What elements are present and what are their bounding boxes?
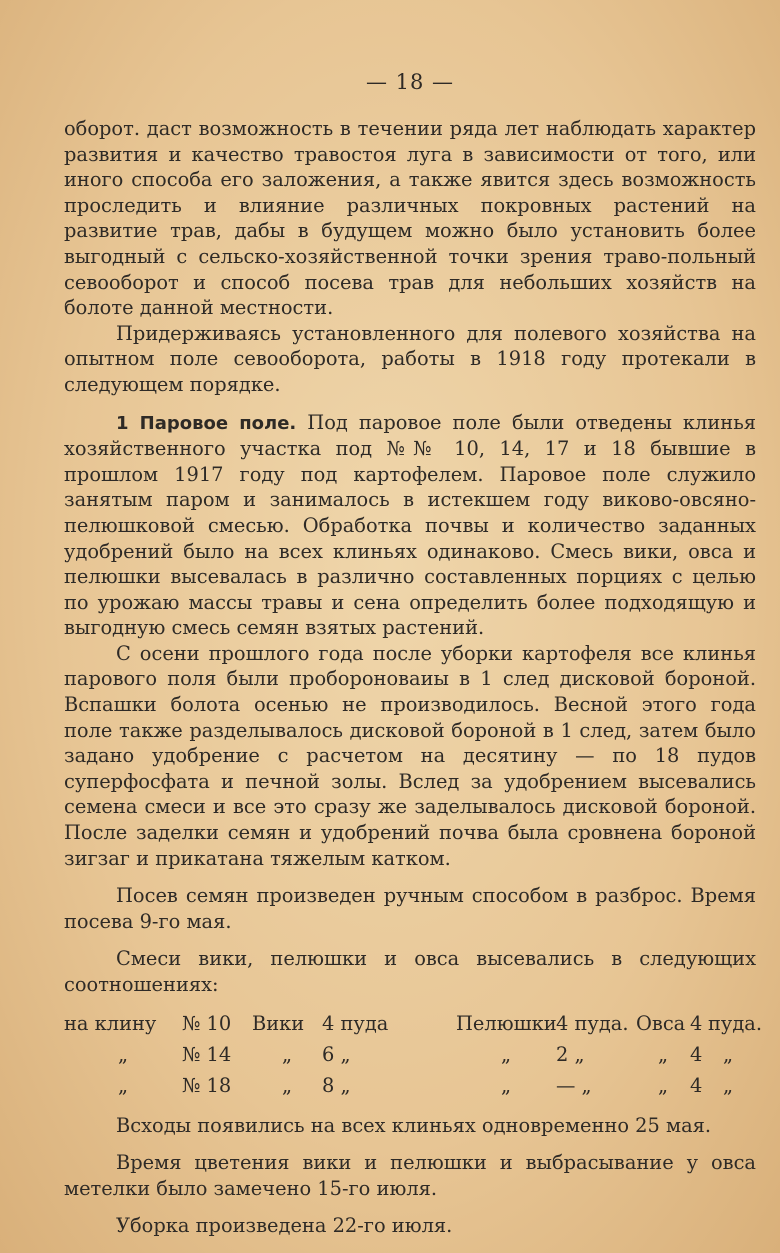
seed-ratio-table — [64, 1008, 762, 1101]
ratio-cell: „ — [117, 1073, 129, 1097]
paragraph-4: С осени прошлого года после уборки картофеля все клинья парового поля были пробороноваиы в 1 след дисковой бороной. Вспашки болота осенью не производилось. Весной этого года поле также разделывалось дисковой бороной в 1 след, затем было задано удобрение с расчетом на десятину — по 18 пудов суперфосфата и печной золы. Вслед за удобрением высевались семена смеси и все это сразу же заделывалось дисковой бороной. После заделки семян и удобрений почва была сровнена бороной зигзаг и прикатана тяжелым катком. — [64, 641, 756, 870]
ratio-cell: пуда. — [708, 1011, 762, 1035]
ratio-cell: „ — [281, 1073, 293, 1097]
ratio-cell: 4 пуда — [322, 1011, 389, 1035]
document-page — [64, 70, 762, 1239]
section-heading: 1 Паровое поле. — [116, 412, 297, 434]
paragraph-6: Смеси вики, пелюшки и овса высевались в следующих соотношениях: — [64, 947, 756, 996]
ratio-cell: 4 пуда. — [556, 1011, 629, 1035]
page-number: — 18 — — [365, 70, 455, 94]
ratio-cell: „ — [722, 1042, 734, 1066]
paragraph-2: Придерживаясь установленного для полевого хозяйства на опытном поле севооборота, работы в 1918 году протекали в следующем порядке. — [64, 321, 756, 396]
paragraph-5: Посев семян произведен ручным способом в разброс. Время посева 9-го мая. — [64, 884, 756, 933]
ratio-cell: 2 „ — [556, 1042, 585, 1066]
ratio-cell: 6 „ — [322, 1042, 351, 1066]
ratio-cell: 4 — [690, 1011, 703, 1035]
paragraph-3 — [64, 410, 756, 641]
ratio-cell: „ — [657, 1073, 669, 1097]
ratio-cell: „ — [281, 1042, 293, 1066]
ratio-cell: „ — [657, 1042, 669, 1066]
ratio-cell: Вики — [252, 1011, 305, 1035]
ratio-cell: № 14 — [182, 1042, 232, 1066]
paragraph-7: Всходы появились на всех клиньях одновременно 25 мая. — [116, 1113, 712, 1137]
ratio-cell: „ — [500, 1073, 512, 1097]
ratio-cell: „ — [722, 1073, 734, 1097]
ratio-cell: 8 „ — [322, 1073, 351, 1097]
paragraph-1: оборот. даст возможность в течении ряда лет наблюдать характер развития и качество травостоя луга в зависимости от того, или иного способа его заложения, а также явится здесь возможность проследить и влияние различных покровных растений на развитие трав, дабы в будущем можно было установить более выгодный с сельско-хозяйственной точки зрения траво-польный севооборот и способ посева трав для небольших хозяйств на болоте данной местности. — [64, 117, 756, 320]
ratio-row — [64, 1008, 762, 1039]
ratio-cell: — „ — [556, 1073, 592, 1097]
paragraph-3-body: Под паровое поле были отведены клинья хозяйственного участка под №№ 10, 14, 17 и 18 бывшие в прошлом 1917 году под картофелем. Паровое поле служило занятым паром и занималось в истекшем году виково-овсяно-пелюшковой смесью. Обработка почвы и количество заданных удобрений было на всех клиньях одинаково. Смесь вики, овса и пелюшки высевалась в различно составленных порциях с целью по урожаю массы травы и сена определить более подходящую и выгодную смесь семян взятых растений. — [64, 410, 756, 640]
ratio-row — [64, 1039, 756, 1070]
ratio-cell: № 10 — [182, 1011, 232, 1035]
ratio-cell: на клину — [64, 1011, 157, 1035]
ratio-cell: „ — [500, 1042, 512, 1066]
ratio-cell: Пелюшки — [456, 1011, 557, 1035]
ratio-cell: № 18 — [182, 1073, 232, 1097]
ratio-cell: 4 — [690, 1073, 703, 1097]
ratio-cell: 4 — [690, 1042, 703, 1066]
paragraph-9: Уборка произведена 22-го июля. — [116, 1214, 453, 1238]
ratio-cell: Овса — [636, 1011, 686, 1035]
ratio-row — [64, 1070, 756, 1101]
paragraph-8: Время цветения вики и пелюшки и выбрасывание у овса метелки было замечено 15-го июля. — [64, 1151, 756, 1200]
ratio-cell: „ — [117, 1042, 129, 1066]
